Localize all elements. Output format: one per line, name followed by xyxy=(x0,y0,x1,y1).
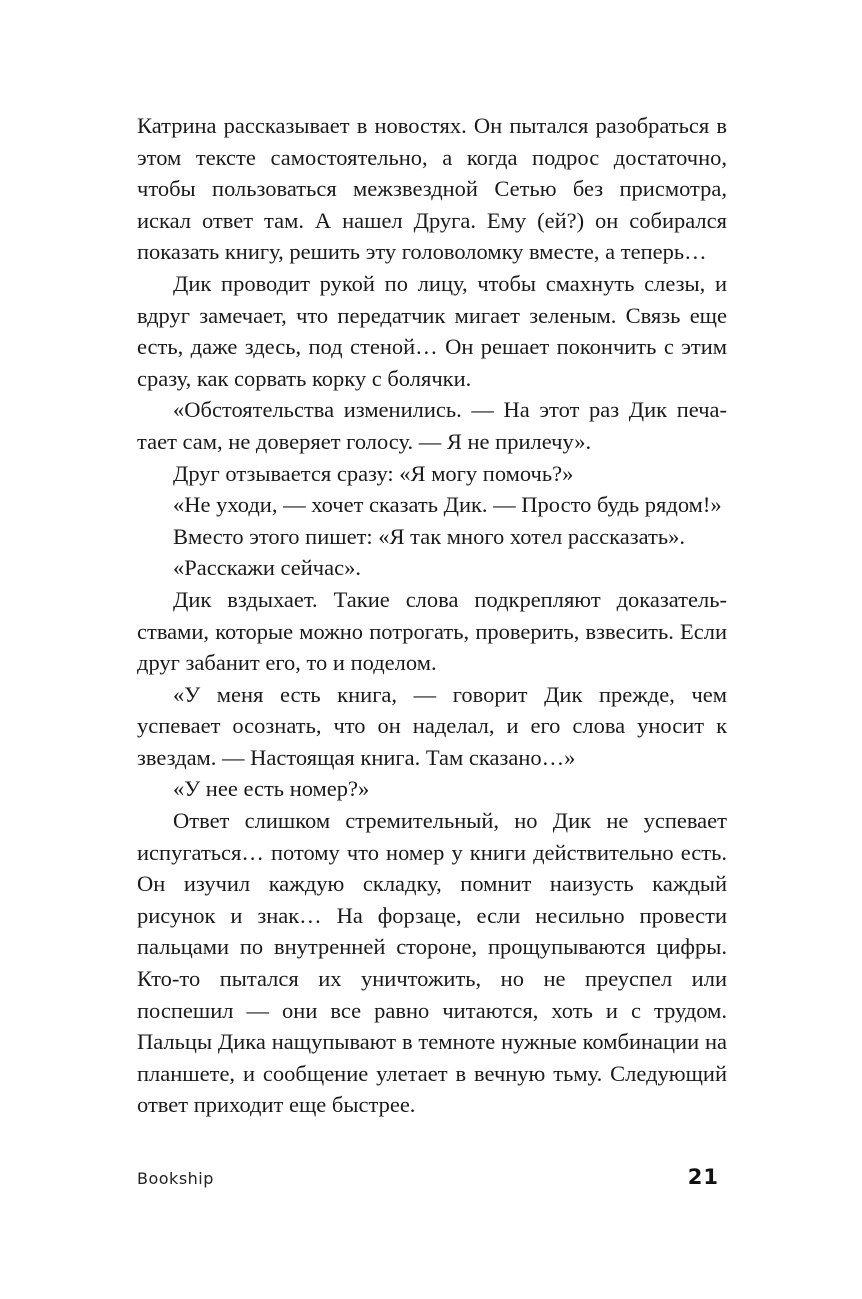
page-number: 21 xyxy=(687,1165,719,1189)
paragraph-10: «У нее есть номер?» xyxy=(173,776,370,802)
paragraph-1: Катрина рассказывает в новостях. Он пытался разобраться в этом тексте самостоятельно, а когда подрос достаточно, чтобы пользоваться межзвездной Сетью без присмотра, искал ответ там. А нашел Друга. Ему (ей?) он собирался показать книгу, решить эту головоломку вместе, а теперь… xyxy=(137,113,727,265)
paragraph-6: Вместо этого пишет: «Я так много хотел рассказать». xyxy=(173,523,685,549)
paragraph-5: «Не уходи, — хочет сказать Дик. — Просто будь рядом!» xyxy=(173,492,722,518)
paragraph-4: Друг отзывается сразу: «Я могу помочь?» xyxy=(173,460,574,486)
paragraph-11: Ответ слишком стремительный, но Дик не успевает испугаться… потому что номер у книги действительно есть. Он изучил каждую складку, помнит наизусть каждый рисунок и знак… На форзаце, если несильно провести пальцами по внутренней стороне, прощупываются цифры. Кто-то пытался их уничтожить, но не преуспел или поспешил — они все равно читаются, хоть и с трудом. Пальцы Дика нащупывают в темноте нужные комбинации на планшете, и сообщение улетает в вечную тьму. Следующий ответ приходит еще быстрее. xyxy=(137,808,727,1118)
paragraph-2: Дик проводит рукой по лицу, чтобы смахнуть слезы, и вдруг замечает, что передатчик мигает зеленым. Связь еще есть, даже здесь, под стеной… Он решает покончить с этим сразу, как сорвать корку с болячки. xyxy=(137,270,727,391)
paragraph-3: «Обстоятельства изменились. — На этот раз Дик печатает сам, не доверяет голосу. — Я не прилечу». xyxy=(137,397,727,454)
paragraph-9: «У меня есть книга, — говорит Дик прежде, чем успевает осознать, что он наделал, и его слова уносит к звездам. — Настоящая книга. Там сказано…» xyxy=(137,681,727,770)
paragraph-7: «Расскажи сейчас». xyxy=(173,555,361,581)
body-text xyxy=(137,110,727,1121)
page-footer xyxy=(137,1165,727,1195)
publisher-brand: Bookship xyxy=(137,1169,214,1188)
paragraph-8: Дик вздыхает. Такие слова подкрепляют доказательствами, которые можно потрогать, проверить, взвесить. Если друг забанит его, то и поделом. xyxy=(137,586,727,676)
